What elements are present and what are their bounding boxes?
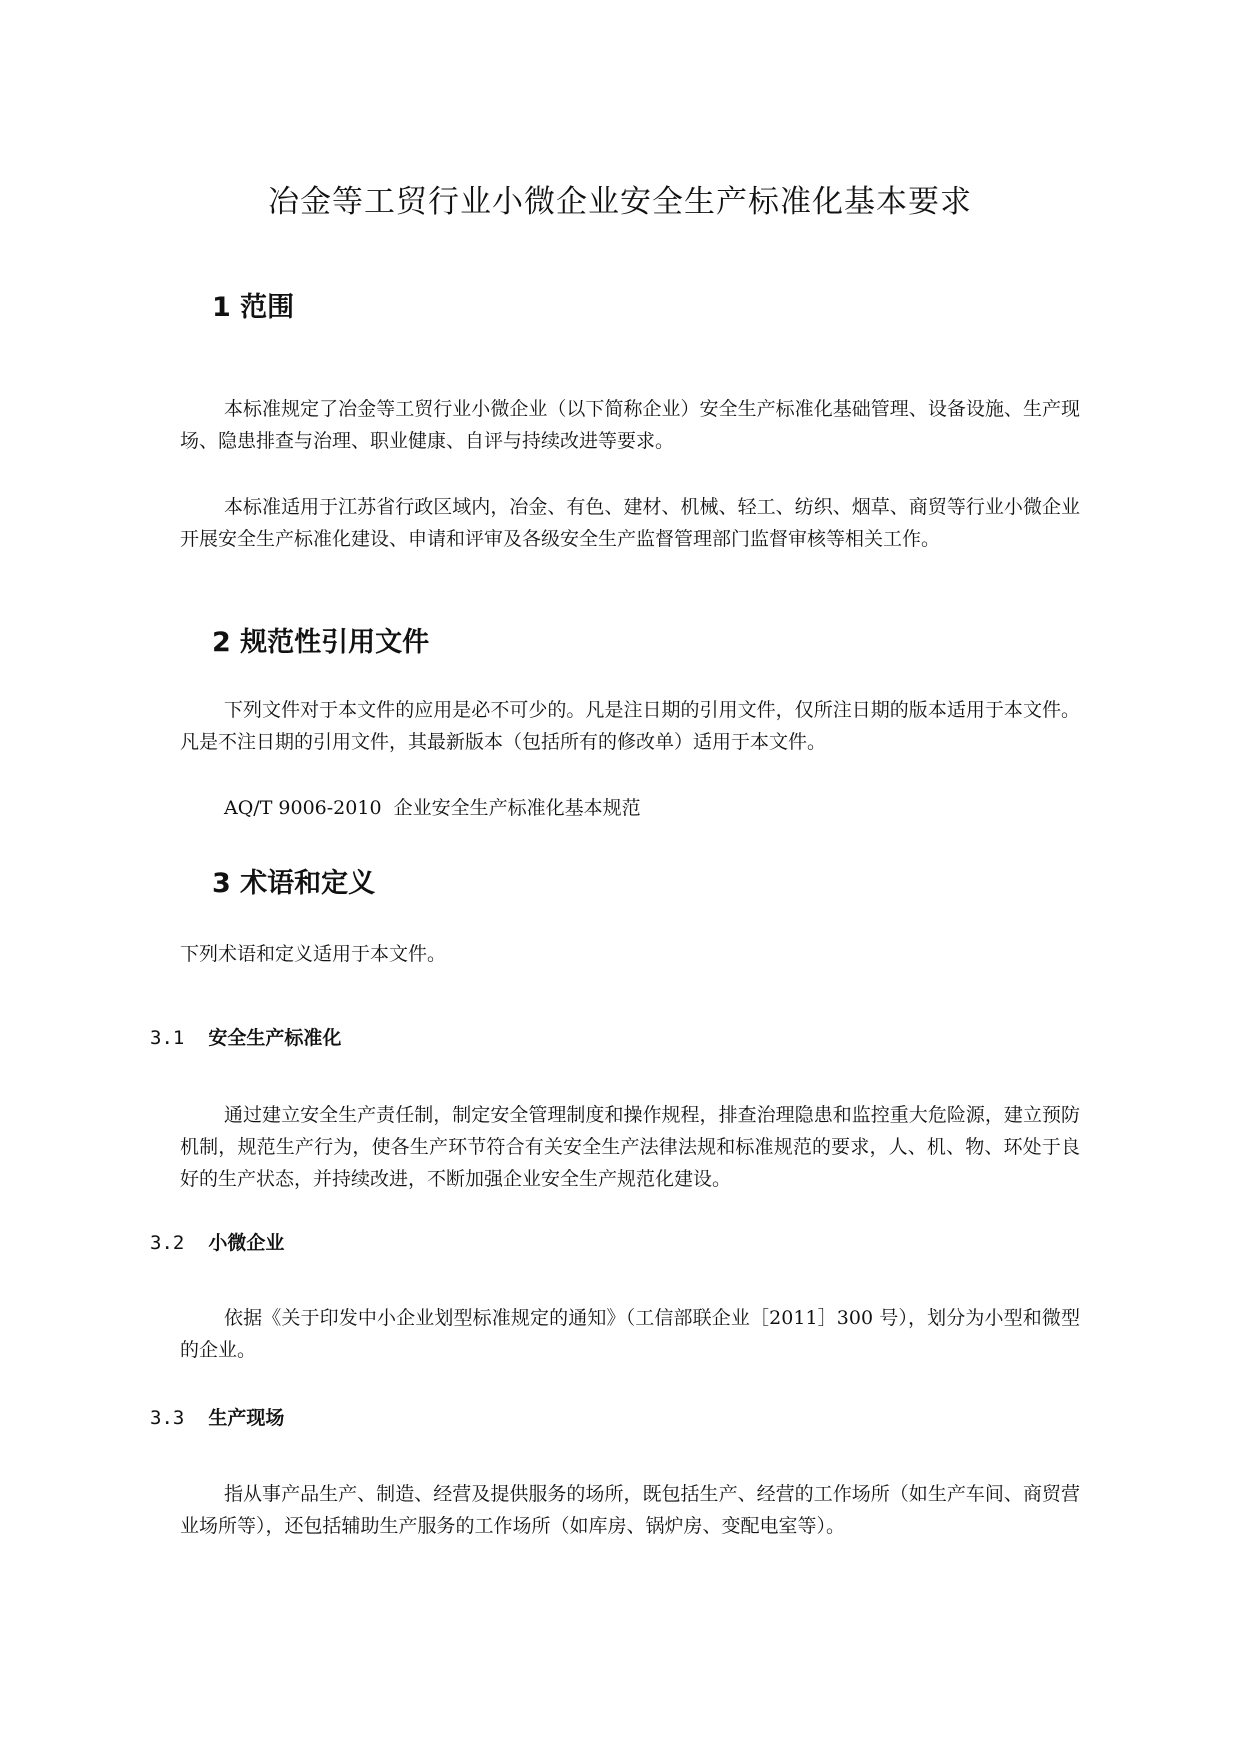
section-1-heading: 1 范围 (212, 292, 295, 323)
term-3-2-definition: 依据《关于印发中小企业划型标准规定的通知》（工信部联企业［2011］300 号），划分为小型和微型的企业。 (180, 1307, 1080, 1361)
term-number: 3.2 (150, 1232, 185, 1254)
section-2-heading: 2 规范性引用文件 (212, 627, 430, 658)
term-number: 3.3 (150, 1407, 185, 1429)
term-3-3-heading (150, 1404, 284, 1432)
term-label: 小微企业 (208, 1232, 285, 1254)
term-number: 3.1 (150, 1027, 185, 1049)
term-label: 生产现场 (208, 1407, 285, 1429)
term-3-2-heading (150, 1229, 284, 1257)
section-3-heading: 3 术语和定义 (212, 868, 376, 899)
term-label: 安全生产标准化 (208, 1027, 342, 1049)
term-3-1-definition: 通过建立安全生产责任制，制定安全管理制度和操作规程，排查治理隐患和监控重大危险源，建立预防机制，规范生产行为，使各生产环节符合有关安全生产法律法规和标准规范的要求，人、机、物、环处于良好的生产状态，并持续改进，不断加强企业安全生产规范化建设。 (180, 1104, 1080, 1190)
section-1-paragraph-2: 本标准适用于江苏省行政区域内，冶金、有色、建材、机械、轻工、纺织、烟草、商贸等行业小微企业开展安全生产标准化建设、申请和评审及各级安全生产监督管理部门监督审核等相关工作。 (180, 496, 1080, 550)
section-3-intro: 下列术语和定义适用于本文件。 (180, 943, 447, 965)
section-2-paragraph-1: 下列文件对于本文件的应用是必不可少的。凡是注日期的引用文件，仅所注日期的版本适用于本文件。凡是不注日期的引用文件，其最新版本（包括所有的修改单）适用于本文件。 (180, 699, 1080, 753)
document-title: 冶金等工贸行业小微企业安全生产标准化基本要求 (268, 184, 972, 220)
section-1-paragraph-1: 本标准规定了冶金等工贸行业小微企业（以下简称企业）安全生产标准化基础管理、设备设施、生产现场、隐患排查与治理、职业健康、自评与持续改进等要求。 (180, 398, 1080, 452)
normative-reference: AQ/T 9006-2010 企业安全生产标准化基本规范 (224, 797, 641, 819)
term-3-3-definition: 指从事产品生产、制造、经营及提供服务的场所，既包括生产、经营的工作场所（如生产车间、商贸营业场所等），还包括辅助生产服务的工作场所（如库房、锅炉房、变配电室等）。 (180, 1483, 1080, 1537)
term-3-1-heading (150, 1024, 341, 1052)
